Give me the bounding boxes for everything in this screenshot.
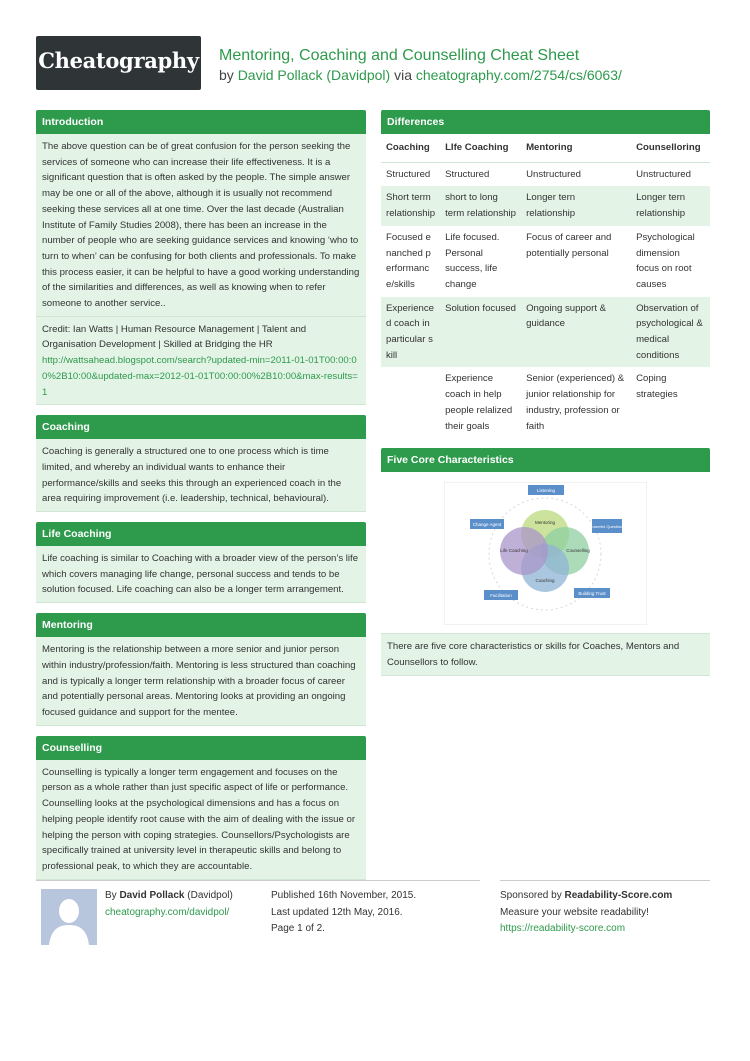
table-cell: Structured bbox=[381, 162, 440, 186]
sponsor-url[interactable]: https://readability-score.com bbox=[500, 923, 626, 934]
byline bbox=[219, 67, 622, 83]
sheet-url-link[interactable]: cheatography.com/2754/cs/6063/ bbox=[415, 67, 622, 83]
table-cell: Longer tern relationship bbox=[631, 186, 710, 225]
left-column bbox=[36, 110, 366, 890]
table-row bbox=[381, 297, 710, 368]
listening-label: Listening bbox=[536, 488, 556, 494]
coaching-section bbox=[36, 415, 366, 512]
table-cell: Psychological dimension focus on root causes bbox=[631, 226, 710, 297]
table-cell: Unstructured bbox=[631, 162, 710, 186]
differences-table bbox=[381, 134, 710, 438]
logo-text: Cheatography bbox=[38, 48, 199, 73]
table-cell: Coping strategies bbox=[631, 367, 710, 438]
powerful-questions-label: Powerful Questions bbox=[589, 524, 625, 530]
mentoring-body: Mentoring is the relationship between a more senior and junior person within industry/profession/faith. Mentoring is less structured than coaching and is typically a longer term relationship with a broader focus of career and potentially personal areas. Mentoring looks at providing an ongoing focused guidance and support for the mentee. bbox=[42, 644, 356, 718]
footer-author-handle: (Davidpol) bbox=[187, 890, 233, 901]
change-agent-label: Change Agent bbox=[472, 522, 502, 528]
footer-author bbox=[105, 888, 233, 921]
five-core-section bbox=[381, 448, 710, 675]
footer-sponsor bbox=[500, 888, 672, 938]
mentoring-heading: Mentoring bbox=[36, 613, 366, 637]
life-coaching-section bbox=[36, 522, 366, 603]
facilitation-label: Facilitation bbox=[490, 593, 512, 599]
venn-mentoring-label: Mentoring bbox=[534, 520, 556, 526]
venn-life-coaching-label: Life Coaching bbox=[500, 548, 528, 554]
credit-link[interactable]: http://wattsahead.blogspot.com/search?updated-min=2011-01-01T00:00:00%2B10:00&updated-max=2012-01-01T00:00:00%2B10:00&max-results=1 bbox=[42, 355, 358, 398]
via-text: via bbox=[394, 67, 412, 83]
five-core-diagram bbox=[381, 472, 710, 634]
table-cell: Experienced coach in particular skill bbox=[381, 297, 440, 368]
footer-by-label: By bbox=[105, 890, 117, 901]
footer-author-url[interactable]: cheatography.com/davidpol/ bbox=[105, 906, 230, 918]
mentoring-section bbox=[36, 613, 366, 726]
table-cell: Solution focused bbox=[440, 297, 521, 368]
counselling-heading: Counselling bbox=[36, 736, 366, 760]
differences-heading: Differences bbox=[381, 110, 710, 134]
table-cell: Unstructured bbox=[521, 162, 631, 186]
column-header: LIfe Coaching bbox=[440, 134, 521, 162]
introduction-body: The above question can be of great confusion for the person seeking the services of someone who can increase their life effectiveness. It is a significant question that is often asked by the people. The simple answer may be one or all of the above, although it is usually not recommend seeking these services all at one time. Over the last decade (Australian Institute of Family Studies 2008), there has been an increase in the number of people who are seeking guidance services and knowing ‘who to turn to when’ can be confusing for both clients and professionals. To make this process easier, it can be helpful to have a good working understanding of the similarities and differences, as well as knowing when to refer someone to another service.. bbox=[42, 141, 360, 310]
table-cell: Longer tern relationship bbox=[521, 186, 631, 225]
credit-text: Credit: Ian Watts | Human Resource Management | Talent and Organisation Development | Skilled at Bridging the HR bbox=[42, 323, 307, 351]
footer-author-name[interactable]: David Pollack bbox=[119, 890, 185, 901]
updated-date: Last updated 12th May, 2016. bbox=[271, 906, 403, 918]
column-header: Counselloring bbox=[631, 134, 710, 162]
coaching-heading: Coaching bbox=[36, 415, 366, 439]
by-prefix: by bbox=[219, 67, 234, 83]
counselling-body: Counselling is typically a longer term engagement and focuses on the person as a whole rather than just specific aspect of life or performance. Counselling looks at the psychological dimensions and has a focus on helping people identify root cause with the aim of dealing with the issue or helping the person with coping strategies. Counsellors/Psychologists are specifically trained at university level in therapeutic skills and belong to professional peak, to which they are accountable. bbox=[42, 766, 356, 872]
table-row bbox=[381, 367, 710, 438]
five-core-heading: Five Core Characteristics bbox=[381, 448, 710, 472]
author-avatar bbox=[41, 889, 97, 945]
introduction-heading: Introduction bbox=[36, 110, 366, 134]
table-row bbox=[381, 162, 710, 186]
table-row bbox=[381, 186, 710, 225]
table-cell: Short term relationship bbox=[381, 186, 440, 225]
venn-coaching-label: Coaching bbox=[535, 578, 555, 584]
published-date: Published 16th November, 2015. bbox=[271, 890, 417, 901]
page-number: Page 1 of 2. bbox=[271, 923, 325, 934]
sponsor-name[interactable]: Readability-Score.com bbox=[564, 890, 673, 901]
table-row bbox=[381, 226, 710, 297]
table-cell: Focus of career and potentially personal bbox=[521, 226, 631, 297]
avatar-silhouette-icon bbox=[41, 889, 97, 945]
differences-section bbox=[381, 110, 710, 438]
sponsor-tagline: Measure your website readability! bbox=[500, 906, 649, 918]
counselling-section bbox=[36, 736, 366, 880]
table-cell: Life focused. Personal success, life change bbox=[440, 226, 521, 297]
table-cell: Ongoing support & guidance bbox=[521, 297, 631, 368]
table-cell: Observation of psychological & medical conditions bbox=[631, 297, 710, 368]
table-cell: Structured bbox=[440, 162, 521, 186]
life-coaching-body: Life coaching is similar to Coaching with a broader view of the person’s life which covers managing life change, personal success and tends to be solution focused. Life coaching can also be a longer term arrangement. bbox=[42, 553, 359, 596]
page-title: Mentoring, Coaching and Counselling Cheat Sheet bbox=[219, 47, 580, 64]
column-header: Mentoring bbox=[521, 134, 631, 162]
table-cell: short to long term relationship bbox=[440, 186, 521, 225]
table-cell: Experience coach in help people relalized their goals bbox=[440, 367, 521, 438]
right-column bbox=[381, 110, 710, 686]
column-header: Coaching bbox=[381, 134, 440, 162]
sponsor-prefix: Sponsored by bbox=[500, 890, 562, 901]
venn-counselling-label: Counselling bbox=[566, 548, 590, 554]
table-cell: Senior (experienced) & junior relationship for industry, profession or faith bbox=[521, 367, 631, 438]
table-cell: Focused enanched performance/skills bbox=[381, 226, 440, 297]
venn-diagram bbox=[444, 482, 647, 625]
cheatography-logo[interactable] bbox=[36, 36, 201, 90]
five-core-caption: There are five core characteristics or skills for Coaches, Mentors and Counsellors to follow. bbox=[387, 641, 680, 668]
table-cell bbox=[381, 367, 440, 438]
author-link[interactable]: David Pollack (Davidpol) bbox=[237, 67, 391, 83]
introduction-section bbox=[36, 110, 366, 405]
coaching-body: Coaching is generally a structured one to one process which is time limited, and whereby an individual wants to enhance their performance/skills and seeks this through an experienced coach in the area requiring improvement (i.e. leadership, technical, behavioural). bbox=[42, 446, 342, 505]
footer-dates bbox=[271, 888, 416, 938]
life-coaching-heading: Life Coaching bbox=[36, 522, 366, 546]
introduction-credit bbox=[36, 316, 366, 405]
building-trust-label: Building Trust bbox=[578, 591, 606, 597]
